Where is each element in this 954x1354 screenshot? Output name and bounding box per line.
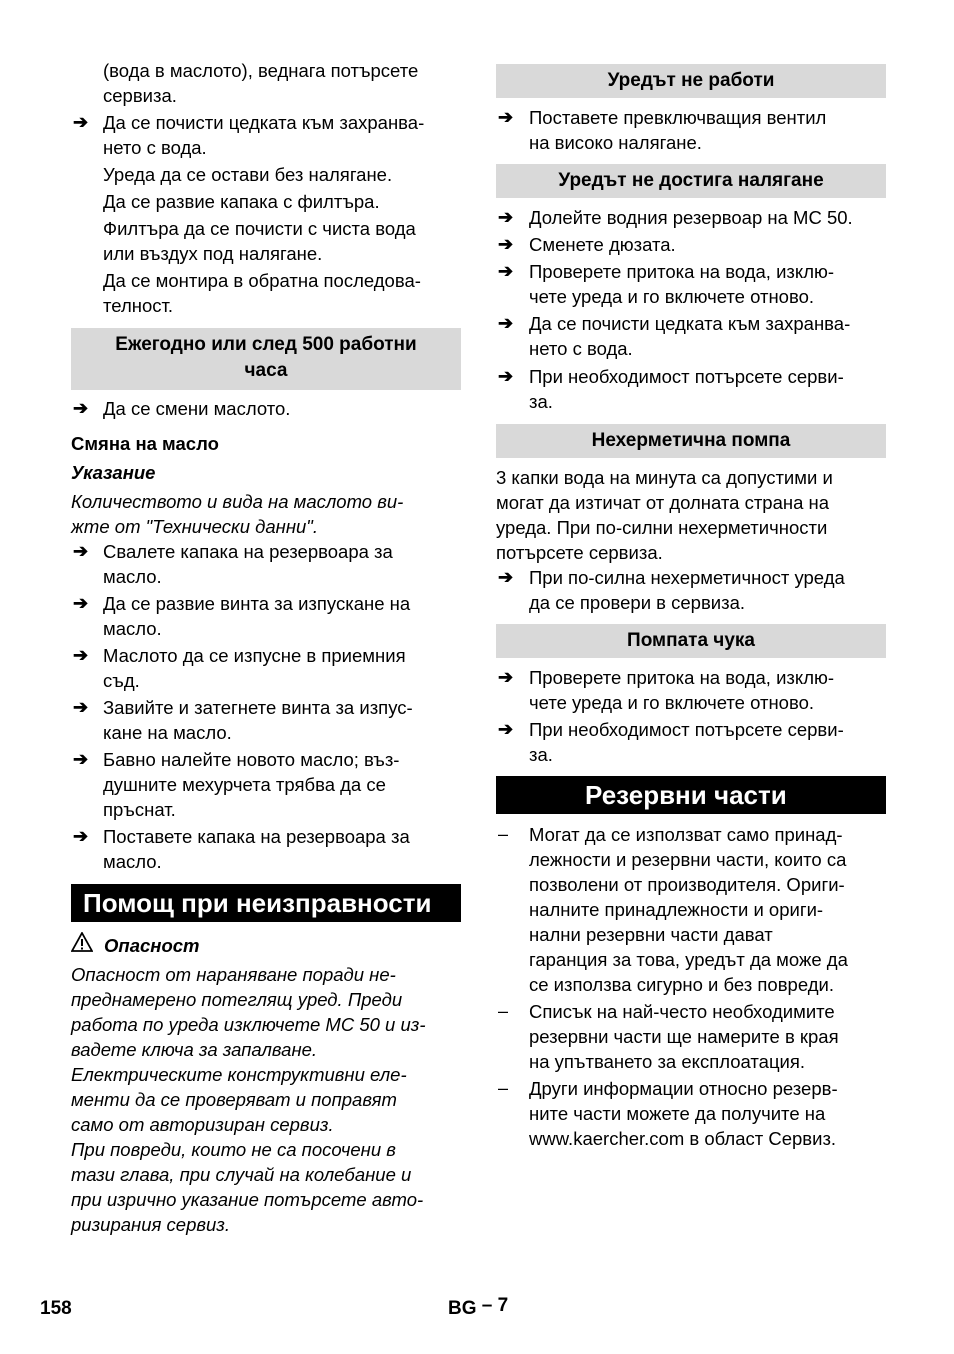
heading-line: часа xyxy=(244,360,288,381)
dash-bullet: – xyxy=(498,824,509,844)
list-item-text: Проверете притока на вода, изклю- xyxy=(529,667,835,688)
list-item-text: съд. xyxy=(103,670,140,691)
warning-triangle-icon xyxy=(71,932,93,957)
list-item-text: на високо налягане. xyxy=(529,132,702,153)
danger-text: работа по уреда изключете МС 50 и из- xyxy=(71,1014,426,1035)
list-item-text: Могат да се използват само принад- xyxy=(529,824,843,845)
list-item-text: Сменете дюзата. xyxy=(529,234,676,255)
list-item-text: да се провери в сервиза. xyxy=(529,592,746,613)
danger-text: При повреди, които не са посочени в xyxy=(71,1139,396,1160)
danger-text: само от авторизиран сервиз. xyxy=(71,1114,334,1135)
arrow-right-icon: ➔ xyxy=(498,719,514,739)
list-item-text: масло. xyxy=(103,566,162,587)
list-item-text: Да се почисти цедката към захранва- xyxy=(103,112,425,133)
danger-text: Електрическите конструктивни еле- xyxy=(71,1064,407,1085)
note-title: Указание xyxy=(71,462,156,483)
text-line: Филтъра да се почисти с чиста вода xyxy=(103,218,416,239)
text-line: Да се развие капака с филтъра. xyxy=(103,191,380,212)
text-line: потърсете сервиза. xyxy=(496,542,663,563)
list-item-text: Поставете превключващия вентил xyxy=(529,107,827,128)
arrow-right-icon: ➔ xyxy=(498,567,514,587)
list-item-text: Поставете капака на резервоара за xyxy=(103,826,410,847)
arrow-right-icon: ➔ xyxy=(73,398,89,418)
text-line: уреда. При по-силни нехерметичности xyxy=(496,517,828,538)
language-section-label xyxy=(448,1295,509,1320)
text-line: Да се монтира в обратна последова- xyxy=(103,270,421,291)
section-heading-troubleshooting: Помощ при неизправности xyxy=(71,884,461,922)
list-item-text: чете уреда и го включете отново. xyxy=(529,286,814,307)
list-item-text: Завийте и затегнете винта за изпус- xyxy=(103,697,413,718)
list-item-text: на упътването за експлоатация. xyxy=(529,1051,806,1072)
arrow-right-icon: ➔ xyxy=(498,366,514,386)
danger-text: Опасност от нараняване поради не- xyxy=(71,964,396,985)
section-heading-annual xyxy=(71,328,461,390)
danger-text: преднамерено потеглящ уред. Преди xyxy=(71,989,403,1010)
arrow-right-icon: ➔ xyxy=(498,261,514,281)
list-item-text: Проверете притока на вода, изклю- xyxy=(529,261,835,282)
arrow-right-icon: ➔ xyxy=(498,313,514,333)
text-line: (вода в маслото), веднага потърсете xyxy=(103,60,419,81)
list-item-text: При по-силна нехерметичност уреда xyxy=(529,567,845,588)
section-heading-spare-parts: Резервни части xyxy=(496,776,886,814)
list-item-text: чете уреда и го включете отново. xyxy=(529,692,814,713)
section-heading-leaky-pump: Нехерметична помпа xyxy=(496,424,886,458)
list-item-text: Да се почисти цедката към захранва- xyxy=(529,313,851,334)
list-item-text: Долейте водния резервоар на MC 50. xyxy=(529,207,853,228)
note-text: жте от "Технически данни". xyxy=(71,516,319,537)
list-item-text: кане на масло. xyxy=(103,722,232,743)
text-line: 3 капки вода на минута са допустими и xyxy=(496,467,833,488)
list-item-text: лежности и резервни части, които са xyxy=(529,849,847,870)
list-item-text: масло. xyxy=(103,618,162,639)
heading-line: Ежегодно или след 500 работни xyxy=(115,334,417,355)
list-item-text: за. xyxy=(529,391,553,412)
list-item-text: При необходимост потърсете серви- xyxy=(529,719,844,740)
arrow-right-icon: ➔ xyxy=(73,541,89,561)
list-item-text: пръснат. xyxy=(103,799,176,820)
list-item-text: Да се смени маслото. xyxy=(103,398,291,419)
list-item-text: нето с вода. xyxy=(529,338,633,359)
arrow-right-icon: ➔ xyxy=(498,667,514,687)
list-item-text: за. xyxy=(529,744,553,765)
subheading-oil-change: Смяна на масло xyxy=(71,433,219,454)
text-line: сервиза. xyxy=(103,85,177,106)
list-item-text: Свалете капака на резервоара за xyxy=(103,541,393,562)
arrow-right-icon: ➔ xyxy=(73,645,89,665)
list-item-text: Бавно налейте новото масло; въз- xyxy=(103,749,400,770)
list-item-text: www.kaercher.com в област Сервиз. xyxy=(529,1128,837,1149)
arrow-right-icon: ➔ xyxy=(498,107,514,127)
dash-bullet: – xyxy=(498,1078,509,1098)
list-item-text: Други информации относно резерв- xyxy=(529,1078,838,1099)
list-item-text: масло. xyxy=(103,851,162,872)
text-line: могат да изтичат от долната страна на xyxy=(496,492,830,513)
list-item-text: При необходимост потърсете серви- xyxy=(529,366,844,387)
list-item-text: налните принадлежности и ориги- xyxy=(529,899,824,920)
list-item-text: Маслото да се изпусне в приемния xyxy=(103,645,406,666)
danger-text: тази глава, при случай на колебание и xyxy=(71,1164,412,1185)
section-heading-pump-knocks: Помпата чука xyxy=(496,624,886,658)
list-item-text: Да се развие винта за изпускане на xyxy=(103,593,411,614)
list-item-text: ните части можете да получите на xyxy=(529,1103,826,1124)
section-heading-no-pressure: Уредът не достига налягане xyxy=(496,164,886,198)
list-item-text: Списък на най-често необходимите xyxy=(529,1001,835,1022)
text-line: или въздух под налягане. xyxy=(103,243,323,264)
text-line: телност. xyxy=(103,295,174,316)
list-item-text: гаранция за това, уредът да може да xyxy=(529,949,848,970)
list-item-text: нето с вода. xyxy=(103,137,207,158)
arrow-right-icon: ➔ xyxy=(73,826,89,846)
section-number: – 7 xyxy=(481,1295,509,1316)
dash-bullet: – xyxy=(498,1001,509,1021)
list-item-text: се използва сигурно и без повреди. xyxy=(529,974,834,995)
text-line: Уреда да се остави без налягане. xyxy=(103,164,393,185)
arrow-right-icon: ➔ xyxy=(73,593,89,613)
list-item-text: резервни части ще намерите в края xyxy=(529,1026,839,1047)
list-item-text: душните мехурчета трябва да се xyxy=(103,774,386,795)
arrow-right-icon: ➔ xyxy=(73,697,89,717)
danger-text: вадете ключа за запалване. xyxy=(71,1039,318,1060)
page-number: 158 xyxy=(40,1298,72,1319)
danger-text: ризирания сервиз. xyxy=(71,1214,231,1235)
note-text: Количеството и вида на маслото ви- xyxy=(71,491,404,512)
language-code: BG xyxy=(448,1298,477,1319)
list-item-text: нални резервни части дават xyxy=(529,924,773,945)
danger-text: при изрично указание потърсете авто- xyxy=(71,1189,424,1210)
arrow-right-icon: ➔ xyxy=(498,234,514,254)
danger-title: Опасност xyxy=(104,935,200,956)
arrow-right-icon: ➔ xyxy=(498,207,514,227)
list-item-text: позволени от производителя. Ориги- xyxy=(529,874,845,895)
section-heading-not-working: Уредът не работи xyxy=(496,64,886,98)
arrow-right-icon: ➔ xyxy=(73,749,89,769)
danger-text: менти да се проверяват и поправят xyxy=(71,1089,397,1110)
arrow-right-icon: ➔ xyxy=(73,112,89,132)
